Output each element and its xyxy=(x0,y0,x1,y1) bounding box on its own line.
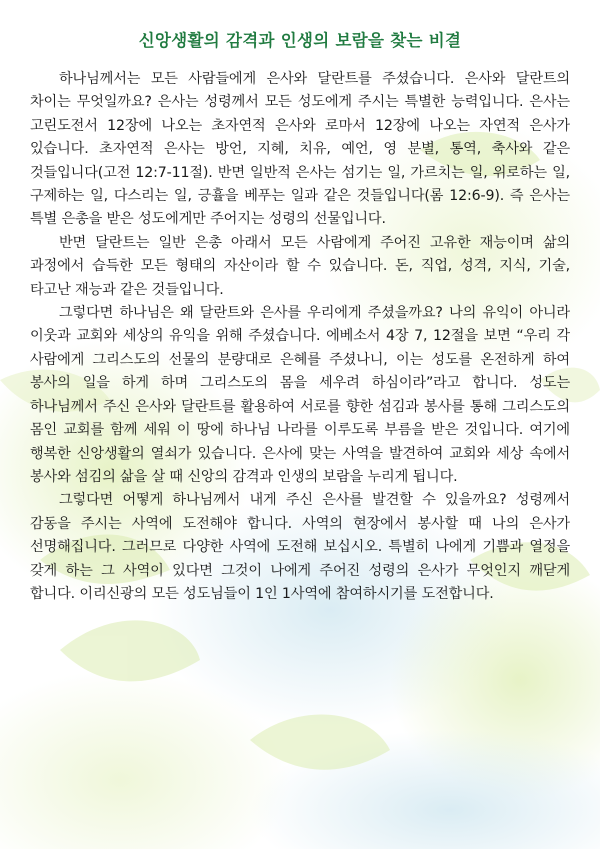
paragraph-discovering-gifts: 그렇다면 어떻게 하나님께서 내게 주신 은사를 발견할 수 있을까요? 성령께서 감동을 주시는 사역에 도전해야 합니다. 사역의 현장에서 봉사할 때 나의 은사가 선명해집니다. 그러므로 다양한 사역에 도전해 보십시오. 특별히 나에게 기쁨과 열정을 갖게 하는 그 사역이 있다면 그것이 나에게 주어진 성령의 은사가 무엇인지 깨닫게 합니다. 이리신광의 모든 성도님들이 1인 1사역에 참여하시기를 도전합니다. xyxy=(30,492,570,602)
document-title: 신앙생활의 감격과 인생의 보람을 찾는 비결 xyxy=(138,31,462,50)
paragraph-purpose-of-gifts: 그렇다면 하나님은 왜 달란트와 은사를 우리에게 주셨을까요? 나의 유익이 아니라 이웃과 교회와 세상의 유익을 위해 주셨습니다. 에베소서 4장 7, 12절을 보면 “우리 각 사람에게 그리스도의 선물의 분량대로 은혜를 주셨나니, 이는 성도를 온전하게 하여 봉사의 일을 하게 하며 그리스도의 몸을 세우려 하심이라”라고 합니다. 성도는 하나님께서 주신 은사와 달란트를 활용하여 서로를 향한 섬김과 봉사를 통해 그리스도의 몸인 교회를 함께 세워 이 땅에 하나님 나라를 이루도록 부름을 받은 것입니다. 여기에 행복한 신앙생활의 열쇠가 있습니다. 은사에 맞는 사역을 발견하여 교회와 세상 속에서 봉사와 섬김의 삶을 살 때 신앙의 감격과 인생의 보람을 누리게 됩니다. xyxy=(30,305,570,485)
paragraph-gifts-definition: 하나님께서는 모든 사람들에게 은사와 달란트를 주셨습니다. 은사와 달란트의 차이는 무엇일까요? 은사는 성령께서 모든 성도에게 주시는 특별한 능력입니다. 은사는 고린도전서 12장에 나오는 초자연적 은사와 로마서 12장에 나오는 자연적 은사가 있습니다. 초자연적 은사는 방언, 지혜, 치유, 예언, 영 분별, 통역, 축사와 같은 것들입니다(고전 12:7-11절). 반면 일반적 은사는 섬기는 일, 가르치는 일, 위로하는 일, 구제하는 일, 다스리는 일, 긍휼을 베푸는 일과 같은 것들입니다(롬 12:6-9). 즉 은사는 특별 은총을 받은 성도에게만 주어지는 성령의 선물입니다. xyxy=(30,71,570,228)
paragraph-talents-definition: 반면 달란트는 일반 은총 아래서 모든 사람에게 주어진 고유한 재능이며 삶의 과정에서 습득한 모든 형태의 자산이라 할 수 있습니다. 돈, 직업, 성격, 지식, 기술, 타고난 재능과 같은 것들입니다. xyxy=(30,234,570,298)
